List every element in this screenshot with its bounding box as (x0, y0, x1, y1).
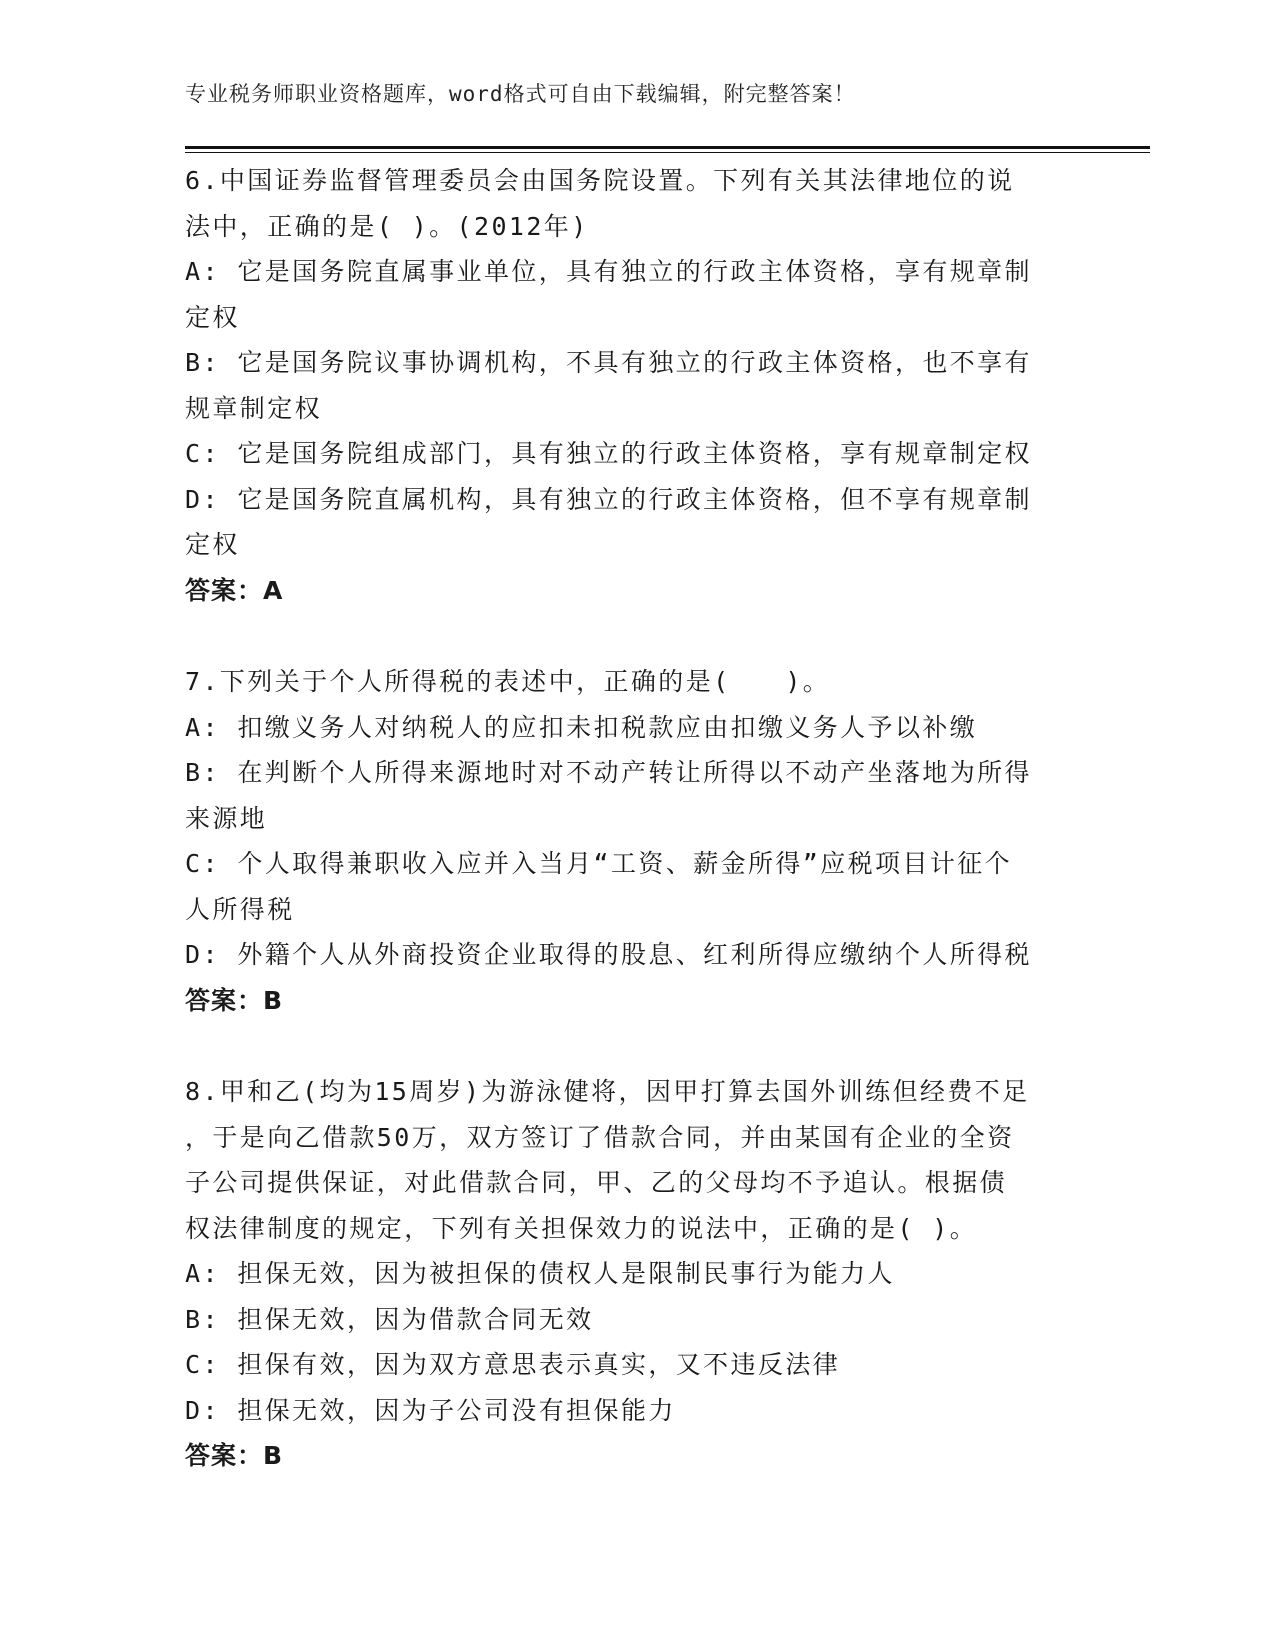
option-b-line: B: 在判断个人所得来源地时对不动产转让所得以不动产坐落地为所得 (185, 758, 1032, 787)
option-c-line: C: 个人取得兼职收入应并入当月“工资、薪金所得”应税项目计征个 (185, 849, 1013, 878)
question-8 (185, 1069, 1085, 1479)
question-stem-line: 6.中国证券监督管理委员会由国务院设置。下列有关其法律地位的说 (185, 166, 1015, 195)
page-header: 专业税务师职业资格题库，word格式可自由下载编辑，附完整答案！ (185, 82, 856, 106)
answer-label: 答案：A (185, 575, 284, 605)
option-a-line: A: 它是国务院直属事业单位，具有独立的行政主体资格，享有规章制 (185, 257, 1032, 286)
option-a-line: A: 担保无效，因为被担保的债权人是限制民事行为能力人 (185, 1259, 895, 1288)
question-stem-line: ，于是向乙借款50万，双方签订了借款合同，并由某国有企业的全资 (185, 1122, 1015, 1152)
header-rule-thin (185, 152, 1150, 153)
question-6 (185, 158, 1085, 613)
option-a-line: 定权 (185, 302, 240, 332)
answer-label: 答案：B (185, 985, 284, 1015)
question-stem-line: 法中，正确的是( )。(2012年) (185, 211, 589, 241)
option-a-line: A: 扣缴义务人对纳税人的应扣未扣税款应由扣缴义务人予以补缴 (185, 712, 978, 742)
question-stem-line: 权法律制度的规定，下列有关担保效力的说法中，正确的是( )。 (185, 1213, 978, 1243)
option-d-line: 定权 (185, 530, 240, 559)
option-d-line: D: 担保无效，因为子公司没有担保能力 (185, 1395, 676, 1425)
option-b-line: 规章制定权 (185, 393, 323, 423)
option-c-line: 人所得税 (185, 894, 295, 924)
question-7 (185, 659, 1085, 1023)
question-list (185, 158, 1085, 1479)
option-b-line: 来源地 (185, 803, 268, 833)
option-b-line: B: 担保无效，因为借款合同无效 (185, 1304, 594, 1334)
question-stem-line: 子公司提供保证，对此借款合同，甲、乙的父母均不予追认。根据债 (185, 1168, 1008, 1197)
question-stem-line: 7.下列关于个人所得税的表述中，正确的是( )。 (185, 667, 831, 696)
option-d-line: D: 它是国务院直属机构，具有独立的行政主体资格，但不享有规章制 (185, 484, 1032, 514)
option-c-line: C: 它是国务院组成部门，具有独立的行政主体资格，享有规章制定权 (185, 439, 1032, 468)
option-b-line: B: 它是国务院议事协调机构，不具有独立的行政主体资格，也不享有 (185, 348, 1032, 377)
option-d-line: D: 外籍个人从外商投资企业取得的股息、红利所得应缴纳个人所得税 (185, 940, 1032, 969)
option-c-line: C: 担保有效，因为双方意思表示真实，又不违反法律 (185, 1350, 841, 1379)
question-stem-line: 8.甲和乙(均为15周岁)为游泳健将，因甲打算去国外训练但经费不足 (185, 1077, 1030, 1106)
header-rule-thick (185, 146, 1150, 149)
answer-label: 答案：B (185, 1441, 284, 1470)
